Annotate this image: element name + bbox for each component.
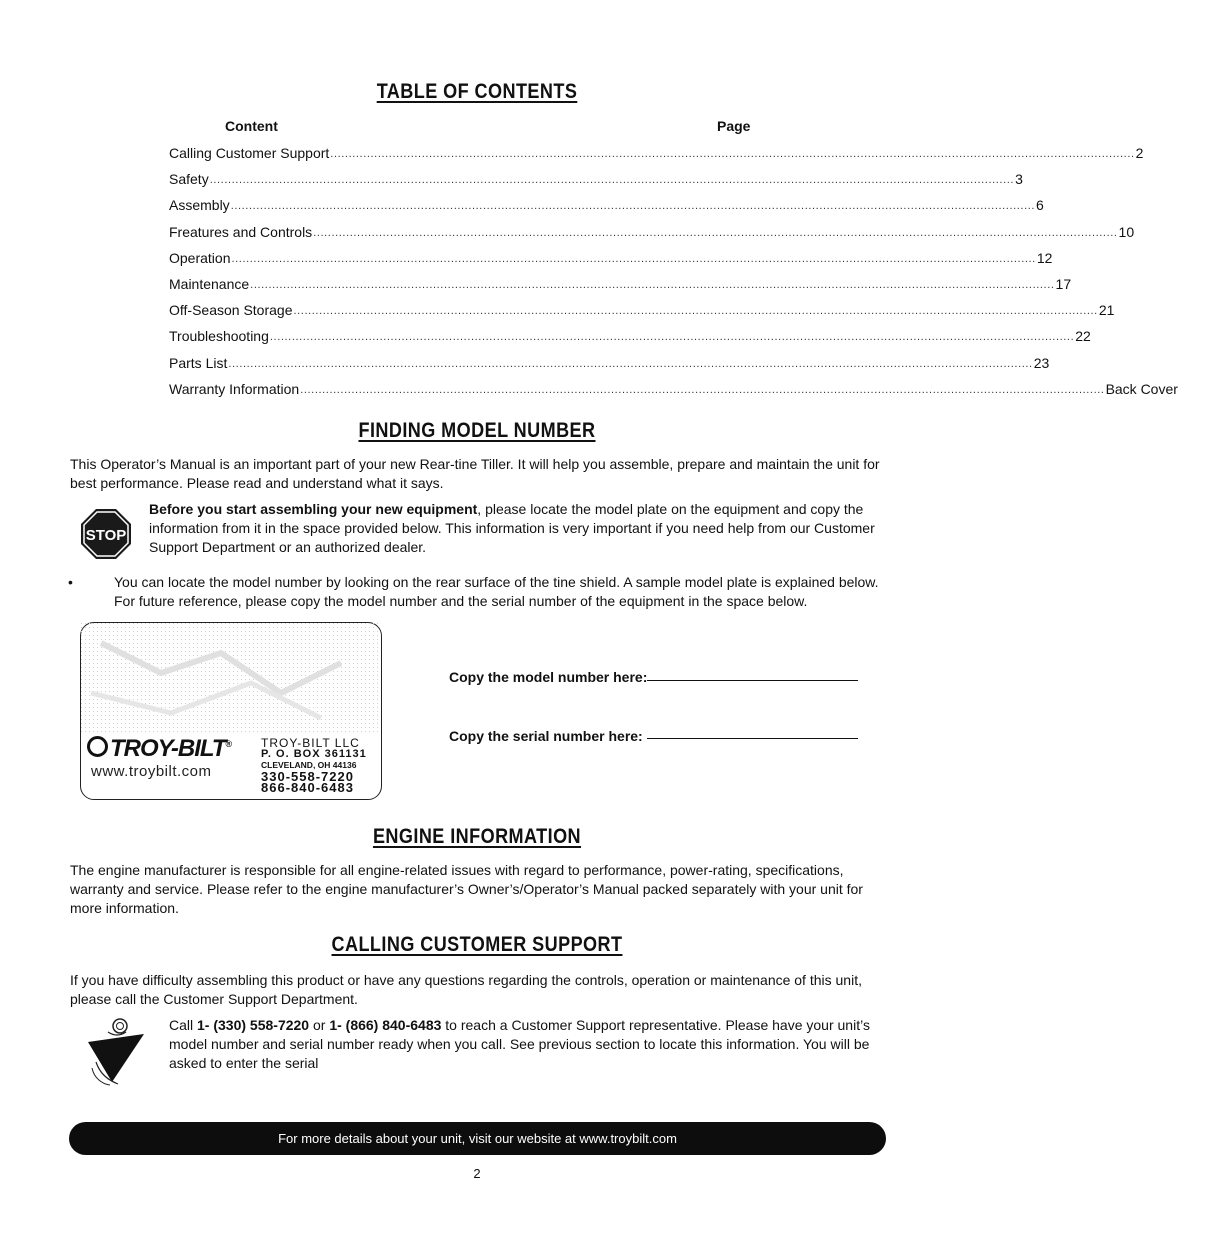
bullet-dot: • [68, 574, 73, 590]
plate-city: CLEVELAND, OH 44136 [261, 760, 357, 770]
support-title: CALLING CUSTOMER SUPPORT [331, 933, 623, 956]
plate-brand-name: TROY-BILT [110, 735, 226, 762]
toc-entry-page: 22 [1075, 328, 1091, 345]
phone-number-a[interactable]: 1- (330) 558-7220 [197, 1017, 310, 1033]
toc-entry [169, 248, 1053, 266]
toc-entry [169, 169, 1023, 188]
toc-dot-leader: ............................................................................................................................................................................................................................ [330, 148, 1135, 160]
plate-company-block [261, 738, 376, 793]
engine-text: The engine manufacturer is responsible for all engine-related issues with regard to performance, power-rating, specifications, warranty and service. Please refer to the engine manufacturer’s Owner’s/Operator’s Manual packed separately with your unit for more information. [70, 862, 863, 916]
toc-dot-leader: ............................................................................................................................................................................................................................ [300, 383, 1105, 396]
call-or: or [309, 1017, 330, 1033]
toc-entry-label: Calling Customer Support [169, 145, 330, 161]
toc-entry-page: Back Cover [1105, 380, 1178, 397]
toc-dot-leader: ............................................................................................................................................................................................................................ [231, 252, 1036, 265]
call-pre: Call [169, 1017, 198, 1033]
toc-entry-label: Warranty Information [169, 380, 300, 397]
toc-entry-page: 21 [1098, 302, 1115, 319]
stop-text: , please locate the model plate on the equipment and copy the information from it in the space provided below. This information is very important if you need help from our Customer Support Department or an authorized dealer. [149, 501, 875, 555]
support-text: If you have difficulty assembling this product or have any questions regarding the controls, operation or maintenance of this unit, please call the Customer Support Department. [70, 972, 862, 1007]
toc-entry-page: 6 [1036, 197, 1044, 214]
call-post: to reach a Customer Support representative. Please have your unit’s model number and serial number ready when you call. See previous section to locate this information. You will be asked to enter the serial [169, 1017, 870, 1071]
plate-brand-circle-icon [87, 736, 108, 757]
stop-bold: Before you start assembling your new equipment [149, 501, 478, 517]
toc-dot-leader: ............................................................................................................................................................................................................................ [250, 279, 1055, 291]
toc-dot-leader: ............................................................................................................................................................................................................................ [269, 331, 1075, 344]
toc-title: TABLE OF CONTENTS [376, 80, 578, 103]
plate-phone2: 866-840-6483 [261, 780, 354, 795]
phone-icon [86, 1012, 146, 1086]
toc-entry-page: 2 [1135, 145, 1144, 161]
plate-phone1: 330-558-7220 [261, 769, 354, 784]
serial-number-line[interactable] [647, 738, 858, 739]
toc-entry [169, 379, 1178, 397]
website-banner-text: For more details about your unit, visit our website at www.troybilt.com [278, 1131, 677, 1146]
stop-sign-text: STOP [85, 527, 127, 544]
model-number-line[interactable] [647, 680, 858, 681]
toc-entry [169, 353, 1050, 371]
toc-entry-label: Off-Season Storage [169, 302, 293, 319]
toc-entry-label: Operation [169, 249, 231, 266]
model-intro: This Operator’s Manual is an important part of your new Rear-tine Tiller. It will help you assemble, prepare and maintain the unit for best performance. Please read and understand what it says. [70, 456, 880, 491]
toc-entry-page: 12 [1036, 249, 1053, 266]
plate-company: TROY-BILT LLC [261, 736, 360, 750]
plate-brand: TROY-BILT® [87, 735, 231, 763]
support-call-text [169, 1016, 885, 1073]
engine-title: ENGINE INFORMATION [372, 825, 582, 848]
toc-entry [169, 274, 1072, 292]
toc-entry [169, 326, 1091, 345]
copy-model-label: Copy the model number here: [449, 669, 648, 685]
toc-entry-label: Safety [169, 171, 209, 188]
toc-col-content: Content [225, 118, 278, 134]
toc-entry-page: 3 [1015, 171, 1023, 188]
toc-dot-leader: ............................................................................................................................................................................................................................ [313, 226, 1118, 239]
bullet-text: You can locate the model number by looking on the rear surface of the tine shield. A sample model plate is explained below. For future reference, please copy the model number and the serial number of the equipment in the space below. [114, 574, 879, 609]
toc-dot-leader: ............................................................................................................................................................................................................................ [228, 357, 1033, 370]
toc-entry-label: Freatures and Controls [169, 223, 313, 240]
toc-entry [169, 143, 1144, 161]
toc-entry-label: Maintenance [169, 276, 250, 292]
model-title: FINDING MODEL NUMBER [358, 419, 596, 442]
toc-entry-page: 17 [1055, 276, 1072, 292]
phone-number-b[interactable]: 1- (866) 840-6483 [329, 1017, 442, 1033]
page-number: 2 [473, 1166, 481, 1181]
toc-entry-page: 23 [1033, 354, 1050, 371]
plate-website: www.troybilt.com [91, 763, 212, 780]
toc-entry [169, 195, 1044, 214]
toc-entry-label: Assembly [169, 197, 230, 214]
model-plate-image [80, 622, 382, 800]
toc-col-page: Page [717, 118, 751, 134]
toc-dot-leader: ............................................................................................................................................................................................................................ [209, 174, 1015, 187]
toc-dot-leader: ............................................................................................................................................................................................................................ [230, 200, 1036, 213]
stop-sign-icon [80, 508, 132, 560]
toc-entry [169, 222, 1135, 240]
copy-serial-label: Copy the serial number here: [449, 728, 643, 744]
stop-paragraph [149, 500, 884, 557]
toc-entry-label: Parts List [169, 354, 228, 371]
toc-dot-leader: ............................................................................................................................................................................................................................ [293, 305, 1098, 318]
website-banner[interactable] [69, 1122, 886, 1155]
toc-entry-label: Troubleshooting [169, 328, 269, 345]
toc-entry [169, 300, 1115, 319]
toc-entry-page: 10 [1118, 223, 1135, 240]
plate-pobox: P. O. BOX 361131 [261, 748, 367, 760]
